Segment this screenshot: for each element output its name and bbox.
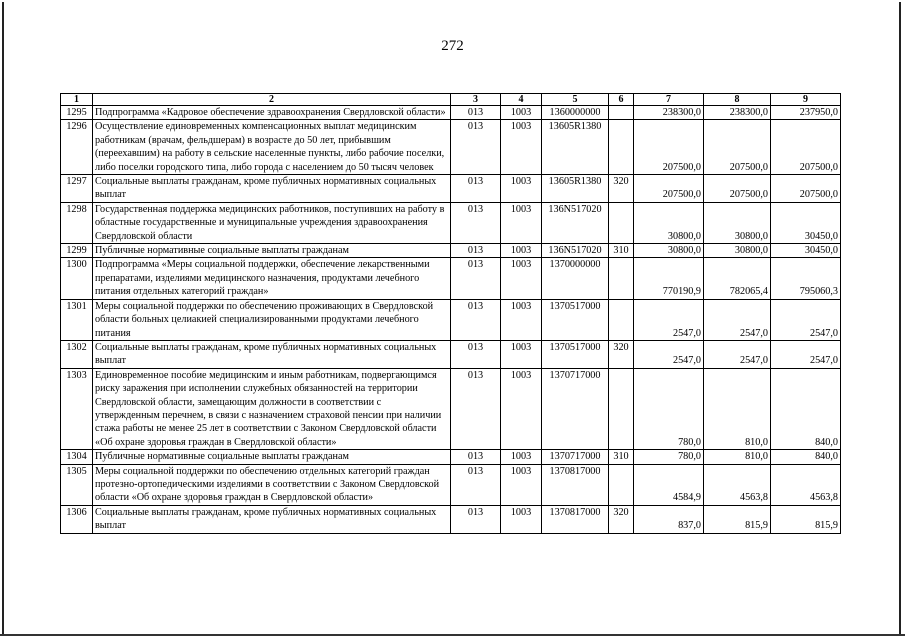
expense-type-code <box>609 202 634 243</box>
target-article-code: 136N517020 <box>542 244 609 258</box>
amount-col-7: 770190,9 <box>634 258 704 299</box>
section-code: 1003 <box>501 368 542 449</box>
row-number: 1300 <box>61 258 93 299</box>
target-article-code: 1370000000 <box>542 258 609 299</box>
table-row <box>61 258 841 299</box>
section-code: 1003 <box>501 505 542 533</box>
table-row <box>61 106 841 120</box>
header-cell: 9 <box>771 94 841 106</box>
amount-col-8: 810,0 <box>704 450 771 464</box>
table-row <box>61 299 841 340</box>
ministry-code: 013 <box>451 299 501 340</box>
expense-type-code: 320 <box>609 505 634 533</box>
expense-type-code <box>609 258 634 299</box>
table-row <box>61 202 841 243</box>
table-row <box>61 340 841 368</box>
row-number: 1304 <box>61 450 93 464</box>
expense-type-code <box>609 120 634 175</box>
amount-col-7: 30800,0 <box>634 244 704 258</box>
row-description: Социальные выплаты гражданам, кроме публичных нормативных социальных выплат <box>93 505 451 533</box>
row-description: Подпрограмма «Кадровое обеспечение здравоохранения Свердловской области» <box>93 106 451 120</box>
row-number: 1296 <box>61 120 93 175</box>
section-code: 1003 <box>501 120 542 175</box>
target-article-code: 1370517000 <box>542 299 609 340</box>
table-row <box>61 450 841 464</box>
table-row <box>61 244 841 258</box>
header-cell: 3 <box>451 94 501 106</box>
ministry-code: 013 <box>451 258 501 299</box>
page-number: 272 <box>441 38 464 54</box>
section-code: 1003 <box>501 299 542 340</box>
row-description: Меры социальной поддержки по обеспечению проживающих в Свердловской области больных целиакией специализированными продуктами лечебного питания <box>93 299 451 340</box>
expense-type-code: 310 <box>609 450 634 464</box>
amount-col-7: 780,0 <box>634 450 704 464</box>
amount-col-9: 30450,0 <box>771 202 841 243</box>
row-description: Единовременное пособие медицинским и иным работникам, подвергающимся риску заражения при исполнении служебных обязанностей на территории Свердловской области, замещающим должности в соответствии с утвержденным перечнем, в связи с назначением страховой пенсии при наличии стажа работы не менее 25 лет в соответствии с Законом Свердловской области «Об охране здоровья граждан в Свердловской области» <box>93 368 451 449</box>
amount-col-8: 810,0 <box>704 368 771 449</box>
ministry-code: 013 <box>451 340 501 368</box>
amount-col-7: 2547,0 <box>634 299 704 340</box>
ministry-code: 013 <box>451 450 501 464</box>
header-cell: 2 <box>93 94 451 106</box>
header-cell: 6 <box>609 94 634 106</box>
row-number: 1303 <box>61 368 93 449</box>
expense-type-code <box>609 299 634 340</box>
table-row <box>61 368 841 449</box>
row-description: Меры социальной поддержки по обеспечению отдельных категорий граждан протезно-ортопедическими изделиями в соответствии с Законом Свердловской области «Об охране здоровья граждан в Свердловской области» <box>93 464 451 505</box>
section-code: 1003 <box>501 175 542 203</box>
row-description: Социальные выплаты гражданам, кроме публичных нормативных социальных выплат <box>93 340 451 368</box>
ministry-code: 013 <box>451 505 501 533</box>
row-description: Публичные нормативные социальные выплаты гражданам <box>93 450 451 464</box>
budget-table <box>60 93 841 534</box>
table-row <box>61 120 841 175</box>
amount-col-7: 207500,0 <box>634 175 704 203</box>
header-cell: 1 <box>61 94 93 106</box>
row-description: Подпрограмма «Меры социальной поддержки, обеспечение лекарственными препаратами, изделиями медицинского назначения, продуктами лечебного питания отдельных категорий граждан» <box>93 258 451 299</box>
amount-col-7: 2547,0 <box>634 340 704 368</box>
target-article-code: 13605R1380 <box>542 175 609 203</box>
ministry-code: 013 <box>451 175 501 203</box>
target-article-code: 1370717000 <box>542 450 609 464</box>
ministry-code: 013 <box>451 368 501 449</box>
amount-col-9: 2547,0 <box>771 299 841 340</box>
row-number: 1295 <box>61 106 93 120</box>
amount-col-8: 30800,0 <box>704 244 771 258</box>
ministry-code: 013 <box>451 202 501 243</box>
row-number: 1301 <box>61 299 93 340</box>
amount-col-9: 237950,0 <box>771 106 841 120</box>
section-code: 1003 <box>501 450 542 464</box>
header-cell: 4 <box>501 94 542 106</box>
amount-col-9: 840,0 <box>771 368 841 449</box>
section-code: 1003 <box>501 202 542 243</box>
target-article-code: 136N517020 <box>542 202 609 243</box>
target-article-code: 1370517000 <box>542 340 609 368</box>
amount-col-9: 815,9 <box>771 505 841 533</box>
amount-col-9: 207500,0 <box>771 175 841 203</box>
amount-col-8: 4563,8 <box>704 464 771 505</box>
header-row <box>61 94 841 106</box>
row-description: Публичные нормативные социальные выплаты гражданам <box>93 244 451 258</box>
amount-col-9: 2547,0 <box>771 340 841 368</box>
amount-col-8: 782065,4 <box>704 258 771 299</box>
table-row <box>61 464 841 505</box>
amount-col-8: 2547,0 <box>704 299 771 340</box>
section-code: 1003 <box>501 464 542 505</box>
amount-col-8: 207500,0 <box>704 175 771 203</box>
table-row <box>61 505 841 533</box>
amount-col-9: 795060,3 <box>771 258 841 299</box>
amount-col-9: 207500,0 <box>771 120 841 175</box>
row-number: 1297 <box>61 175 93 203</box>
ministry-code: 013 <box>451 244 501 258</box>
amount-col-9: 4563,8 <box>771 464 841 505</box>
row-description: Осуществление единовременных компенсационных выплат медицинским работникам (врачам, фельдшерам) в возрасте до 50 лет, прибывшим (переехавшим) на работу в сельские населенные пункты, либо рабочие поселки, либо поселки городского типа, либо города с населением до 50 тысяч человек <box>93 120 451 175</box>
amount-col-7: 30800,0 <box>634 202 704 243</box>
amount-col-8: 30800,0 <box>704 202 771 243</box>
amount-col-7: 207500,0 <box>634 120 704 175</box>
section-code: 1003 <box>501 106 542 120</box>
amount-col-8: 238300,0 <box>704 106 771 120</box>
amount-col-9: 840,0 <box>771 450 841 464</box>
row-number: 1302 <box>61 340 93 368</box>
expense-type-code <box>609 106 634 120</box>
target-article-code: 1370817000 <box>542 505 609 533</box>
amount-col-7: 780,0 <box>634 368 704 449</box>
expense-type-code <box>609 368 634 449</box>
header-cell: 8 <box>704 94 771 106</box>
target-article-code: 1370717000 <box>542 368 609 449</box>
ministry-code: 013 <box>451 464 501 505</box>
row-number: 1299 <box>61 244 93 258</box>
header-cell: 7 <box>634 94 704 106</box>
scan-bottom-edge <box>0 634 905 636</box>
amount-col-7: 4584,9 <box>634 464 704 505</box>
target-article-code: 1360000000 <box>542 106 609 120</box>
target-article-code: 13605R1380 <box>542 120 609 175</box>
row-description: Государственная поддержка медицинских работников, поступивших на работу в областные государственные и муниципальные учреждения здравоохранения Свердловской области <box>93 202 451 243</box>
section-code: 1003 <box>501 244 542 258</box>
row-number: 1305 <box>61 464 93 505</box>
row-description: Социальные выплаты гражданам, кроме публичных нормативных социальных выплат <box>93 175 451 203</box>
target-article-code: 1370817000 <box>542 464 609 505</box>
amount-col-8: 815,9 <box>704 505 771 533</box>
row-number: 1306 <box>61 505 93 533</box>
amount-col-7: 238300,0 <box>634 106 704 120</box>
header-cell: 5 <box>542 94 609 106</box>
section-code: 1003 <box>501 340 542 368</box>
amount-col-9: 30450,0 <box>771 244 841 258</box>
amount-col-8: 2547,0 <box>704 340 771 368</box>
expense-type-code <box>609 464 634 505</box>
section-code: 1003 <box>501 258 542 299</box>
table-row <box>61 175 841 203</box>
amount-col-7: 837,0 <box>634 505 704 533</box>
expense-type-code: 320 <box>609 340 634 368</box>
expense-type-code: 320 <box>609 175 634 203</box>
amount-col-8: 207500,0 <box>704 120 771 175</box>
ministry-code: 013 <box>451 106 501 120</box>
expense-type-code: 310 <box>609 244 634 258</box>
row-number: 1298 <box>61 202 93 243</box>
ministry-code: 013 <box>451 120 501 175</box>
